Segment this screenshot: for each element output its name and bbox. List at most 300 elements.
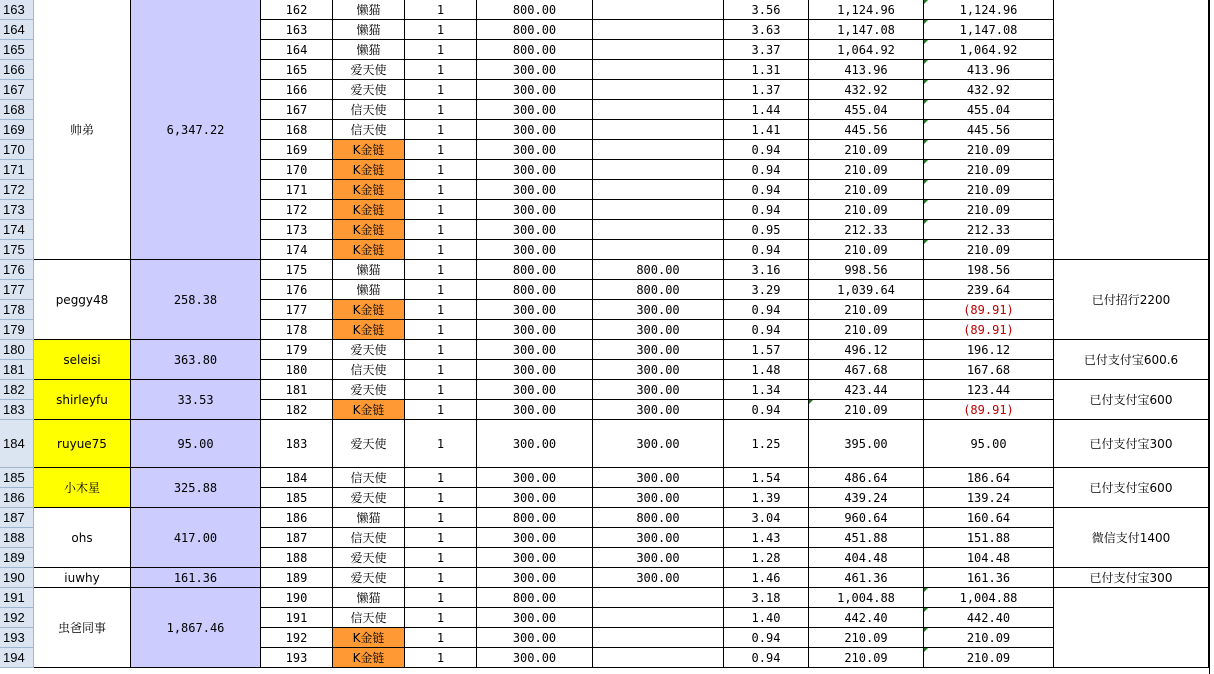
customer-total-cell[interactable]: 95.00 bbox=[131, 420, 261, 468]
price-cell[interactable]: 800.00 bbox=[477, 260, 593, 280]
row-header[interactable]: 169 bbox=[0, 120, 34, 140]
item-name-cell[interactable]: K金链 bbox=[333, 220, 405, 240]
balance-cell[interactable]: 139.24 bbox=[924, 488, 1054, 508]
rate-cell[interactable]: 1.43 bbox=[724, 528, 809, 548]
price-cell[interactable]: 300.00 bbox=[477, 488, 593, 508]
balance-cell[interactable]: 160.64 bbox=[924, 508, 1054, 528]
price-cell[interactable]: 800.00 bbox=[477, 0, 593, 20]
price-cell[interactable]: 300.00 bbox=[477, 160, 593, 180]
cost-cell[interactable]: 210.09 bbox=[809, 628, 924, 648]
rate-cell[interactable]: 0.94 bbox=[724, 240, 809, 260]
item-name-cell[interactable]: 信天使 bbox=[333, 468, 405, 488]
price-cell[interactable]: 300.00 bbox=[477, 60, 593, 80]
payment-note-cell[interactable] bbox=[1054, 588, 1209, 668]
item-name-cell[interactable]: K金链 bbox=[333, 240, 405, 260]
rate-cell[interactable]: 0.94 bbox=[724, 320, 809, 340]
balance-cell[interactable]: 210.09 bbox=[924, 160, 1054, 180]
quantity-cell[interactable]: 1 bbox=[405, 648, 477, 668]
item-number-cell[interactable]: 183 bbox=[261, 420, 333, 468]
balance-cell[interactable]: 455.04 bbox=[924, 100, 1054, 120]
rate-cell[interactable]: 0.94 bbox=[724, 628, 809, 648]
item-number-cell[interactable]: 166 bbox=[261, 80, 333, 100]
balance-cell[interactable]: 1,124.96 bbox=[924, 0, 1054, 20]
paid-amount-cell[interactable]: 300.00 bbox=[593, 488, 724, 508]
rate-cell[interactable]: 3.63 bbox=[724, 20, 809, 40]
rate-cell[interactable]: 3.37 bbox=[724, 40, 809, 60]
item-number-cell[interactable]: 168 bbox=[261, 120, 333, 140]
item-name-cell[interactable]: 爱天使 bbox=[333, 340, 405, 360]
row-header[interactable]: 164 bbox=[0, 20, 34, 40]
row-header[interactable]: 178 bbox=[0, 300, 34, 320]
cost-cell[interactable]: 439.24 bbox=[809, 488, 924, 508]
payment-note-cell[interactable]: 已付支付宝300 bbox=[1054, 568, 1209, 588]
cost-cell[interactable]: 210.09 bbox=[809, 320, 924, 340]
item-number-cell[interactable]: 192 bbox=[261, 628, 333, 648]
balance-cell[interactable]: 104.48 bbox=[924, 548, 1054, 568]
balance-cell[interactable]: 413.96 bbox=[924, 60, 1054, 80]
paid-amount-cell[interactable]: 300.00 bbox=[593, 400, 724, 420]
customer-total-cell[interactable]: 325.88 bbox=[131, 468, 261, 508]
balance-cell[interactable]: 210.09 bbox=[924, 628, 1054, 648]
rate-cell[interactable]: 0.94 bbox=[724, 200, 809, 220]
item-name-cell[interactable]: 懒猫 bbox=[333, 588, 405, 608]
price-cell[interactable]: 800.00 bbox=[477, 20, 593, 40]
row-header[interactable]: 165 bbox=[0, 40, 34, 60]
rate-cell[interactable]: 1.48 bbox=[724, 360, 809, 380]
paid-amount-cell[interactable] bbox=[593, 20, 724, 40]
cost-cell[interactable]: 210.09 bbox=[809, 240, 924, 260]
item-name-cell[interactable]: K金链 bbox=[333, 400, 405, 420]
balance-cell[interactable]: (89.91) bbox=[924, 320, 1054, 340]
cost-cell[interactable]: 210.09 bbox=[809, 140, 924, 160]
balance-cell[interactable]: 210.09 bbox=[924, 240, 1054, 260]
item-name-cell[interactable]: K金链 bbox=[333, 180, 405, 200]
item-number-cell[interactable]: 190 bbox=[261, 588, 333, 608]
paid-amount-cell[interactable] bbox=[593, 0, 724, 20]
item-number-cell[interactable]: 182 bbox=[261, 400, 333, 420]
customer-name-cell[interactable]: 小木星 bbox=[34, 468, 131, 508]
cost-cell[interactable]: 210.09 bbox=[809, 180, 924, 200]
paid-amount-cell[interactable]: 300.00 bbox=[593, 380, 724, 400]
row-header[interactable]: 186 bbox=[0, 488, 34, 508]
balance-cell[interactable]: 161.36 bbox=[924, 568, 1054, 588]
cost-cell[interactable]: 467.68 bbox=[809, 360, 924, 380]
payment-note-cell[interactable]: 已付招行2200 bbox=[1054, 260, 1209, 340]
payment-note-cell[interactable]: 已付支付宝600 bbox=[1054, 468, 1209, 508]
item-name-cell[interactable]: 爱天使 bbox=[333, 60, 405, 80]
item-number-cell[interactable]: 165 bbox=[261, 60, 333, 80]
item-number-cell[interactable]: 175 bbox=[261, 260, 333, 280]
paid-amount-cell[interactable]: 300.00 bbox=[593, 528, 724, 548]
balance-cell[interactable]: 196.12 bbox=[924, 340, 1054, 360]
quantity-cell[interactable]: 1 bbox=[405, 400, 477, 420]
rate-cell[interactable]: 0.94 bbox=[724, 140, 809, 160]
customer-total-cell[interactable]: 417.00 bbox=[131, 508, 261, 568]
row-header[interactable]: 179 bbox=[0, 320, 34, 340]
item-number-cell[interactable]: 193 bbox=[261, 648, 333, 668]
balance-cell[interactable]: 95.00 bbox=[924, 420, 1054, 468]
rate-cell[interactable]: 1.39 bbox=[724, 488, 809, 508]
item-number-cell[interactable]: 163 bbox=[261, 20, 333, 40]
quantity-cell[interactable]: 1 bbox=[405, 0, 477, 20]
item-name-cell[interactable]: 爱天使 bbox=[333, 420, 405, 468]
paid-amount-cell[interactable] bbox=[593, 40, 724, 60]
row-header[interactable]: 187 bbox=[0, 508, 34, 528]
cost-cell[interactable]: 496.12 bbox=[809, 340, 924, 360]
balance-cell[interactable]: 1,064.92 bbox=[924, 40, 1054, 60]
cost-cell[interactable]: 210.09 bbox=[809, 648, 924, 668]
balance-cell[interactable]: 210.09 bbox=[924, 200, 1054, 220]
balance-cell[interactable]: 167.68 bbox=[924, 360, 1054, 380]
row-header[interactable]: 188 bbox=[0, 528, 34, 548]
quantity-cell[interactable]: 1 bbox=[405, 140, 477, 160]
rate-cell[interactable]: 1.37 bbox=[724, 80, 809, 100]
quantity-cell[interactable]: 1 bbox=[405, 220, 477, 240]
cost-cell[interactable]: 998.56 bbox=[809, 260, 924, 280]
cost-cell[interactable]: 960.64 bbox=[809, 508, 924, 528]
row-header[interactable]: 184 bbox=[0, 420, 34, 468]
cost-cell[interactable]: 445.56 bbox=[809, 120, 924, 140]
quantity-cell[interactable]: 1 bbox=[405, 528, 477, 548]
balance-cell[interactable]: 432.92 bbox=[924, 80, 1054, 100]
price-cell[interactable]: 300.00 bbox=[477, 240, 593, 260]
paid-amount-cell[interactable]: 300.00 bbox=[593, 420, 724, 468]
rate-cell[interactable]: 1.46 bbox=[724, 568, 809, 588]
cost-cell[interactable]: 1,064.92 bbox=[809, 40, 924, 60]
item-name-cell[interactable]: K金链 bbox=[333, 140, 405, 160]
price-cell[interactable]: 300.00 bbox=[477, 340, 593, 360]
row-header[interactable]: 174 bbox=[0, 220, 34, 240]
item-name-cell[interactable]: 爱天使 bbox=[333, 488, 405, 508]
balance-cell[interactable]: 1,004.88 bbox=[924, 588, 1054, 608]
cost-cell[interactable]: 1,039.64 bbox=[809, 280, 924, 300]
paid-amount-cell[interactable]: 300.00 bbox=[593, 548, 724, 568]
cost-cell[interactable]: 486.64 bbox=[809, 468, 924, 488]
rate-cell[interactable]: 3.29 bbox=[724, 280, 809, 300]
price-cell[interactable]: 800.00 bbox=[477, 588, 593, 608]
price-cell[interactable]: 300.00 bbox=[477, 420, 593, 468]
quantity-cell[interactable]: 1 bbox=[405, 60, 477, 80]
customer-total-cell[interactable]: 363.80 bbox=[131, 340, 261, 380]
payment-note-cell[interactable]: 已付支付宝600.6 bbox=[1054, 340, 1209, 380]
cost-cell[interactable]: 1,147.08 bbox=[809, 20, 924, 40]
quantity-cell[interactable]: 1 bbox=[405, 320, 477, 340]
quantity-cell[interactable]: 1 bbox=[405, 300, 477, 320]
price-cell[interactable]: 300.00 bbox=[477, 628, 593, 648]
row-header[interactable]: 182 bbox=[0, 380, 34, 400]
balance-cell[interactable]: 442.40 bbox=[924, 608, 1054, 628]
item-name-cell[interactable]: K金链 bbox=[333, 160, 405, 180]
item-number-cell[interactable]: 189 bbox=[261, 568, 333, 588]
paid-amount-cell[interactable] bbox=[593, 200, 724, 220]
cost-cell[interactable]: 210.09 bbox=[809, 400, 924, 420]
price-cell[interactable]: 300.00 bbox=[477, 608, 593, 628]
item-number-cell[interactable]: 177 bbox=[261, 300, 333, 320]
rate-cell[interactable]: 0.94 bbox=[724, 400, 809, 420]
balance-cell[interactable]: 210.09 bbox=[924, 180, 1054, 200]
quantity-cell[interactable]: 1 bbox=[405, 180, 477, 200]
cost-cell[interactable]: 423.44 bbox=[809, 380, 924, 400]
item-number-cell[interactable]: 185 bbox=[261, 488, 333, 508]
item-number-cell[interactable]: 184 bbox=[261, 468, 333, 488]
cost-cell[interactable]: 395.00 bbox=[809, 420, 924, 468]
paid-amount-cell[interactable]: 800.00 bbox=[593, 260, 724, 280]
row-header[interactable]: 194 bbox=[0, 648, 34, 668]
quantity-cell[interactable]: 1 bbox=[405, 380, 477, 400]
paid-amount-cell[interactable]: 300.00 bbox=[593, 568, 724, 588]
item-name-cell[interactable]: 爱天使 bbox=[333, 380, 405, 400]
item-name-cell[interactable]: 信天使 bbox=[333, 528, 405, 548]
item-number-cell[interactable]: 170 bbox=[261, 160, 333, 180]
item-name-cell[interactable]: K金链 bbox=[333, 200, 405, 220]
price-cell[interactable]: 300.00 bbox=[477, 468, 593, 488]
paid-amount-cell[interactable]: 800.00 bbox=[593, 280, 724, 300]
quantity-cell[interactable]: 1 bbox=[405, 608, 477, 628]
price-cell[interactable]: 300.00 bbox=[477, 380, 593, 400]
cost-cell[interactable]: 442.40 bbox=[809, 608, 924, 628]
item-name-cell[interactable]: 懒猫 bbox=[333, 40, 405, 60]
cost-cell[interactable]: 210.09 bbox=[809, 300, 924, 320]
rate-cell[interactable]: 1.57 bbox=[724, 340, 809, 360]
quantity-cell[interactable]: 1 bbox=[405, 468, 477, 488]
customer-name-cell[interactable]: ruyue75 bbox=[34, 420, 131, 468]
paid-amount-cell[interactable] bbox=[593, 140, 724, 160]
paid-amount-cell[interactable] bbox=[593, 240, 724, 260]
payment-note-cell[interactable] bbox=[1054, 0, 1209, 260]
customer-name-cell[interactable]: 帅弟 bbox=[34, 0, 131, 260]
rate-cell[interactable]: 0.94 bbox=[724, 180, 809, 200]
balance-cell[interactable]: 445.56 bbox=[924, 120, 1054, 140]
item-number-cell[interactable]: 167 bbox=[261, 100, 333, 120]
price-cell[interactable]: 300.00 bbox=[477, 528, 593, 548]
item-name-cell[interactable]: K金链 bbox=[333, 320, 405, 340]
rate-cell[interactable]: 1.41 bbox=[724, 120, 809, 140]
rate-cell[interactable]: 1.28 bbox=[724, 548, 809, 568]
paid-amount-cell[interactable] bbox=[593, 180, 724, 200]
rate-cell[interactable]: 1.54 bbox=[724, 468, 809, 488]
row-header[interactable]: 181 bbox=[0, 360, 34, 380]
item-name-cell[interactable]: K金链 bbox=[333, 648, 405, 668]
quantity-cell[interactable]: 1 bbox=[405, 80, 477, 100]
quantity-cell[interactable]: 1 bbox=[405, 360, 477, 380]
customer-name-cell[interactable]: iuwhy bbox=[34, 568, 131, 588]
balance-cell[interactable]: 1,147.08 bbox=[924, 20, 1054, 40]
quantity-cell[interactable]: 1 bbox=[405, 488, 477, 508]
price-cell[interactable]: 300.00 bbox=[477, 100, 593, 120]
quantity-cell[interactable]: 1 bbox=[405, 120, 477, 140]
item-number-cell[interactable]: 162 bbox=[261, 0, 333, 20]
price-cell[interactable]: 300.00 bbox=[477, 400, 593, 420]
quantity-cell[interactable]: 1 bbox=[405, 160, 477, 180]
rate-cell[interactable]: 1.40 bbox=[724, 608, 809, 628]
paid-amount-cell[interactable] bbox=[593, 588, 724, 608]
row-header[interactable]: 180 bbox=[0, 340, 34, 360]
item-number-cell[interactable]: 179 bbox=[261, 340, 333, 360]
paid-amount-cell[interactable]: 300.00 bbox=[593, 300, 724, 320]
price-cell[interactable]: 800.00 bbox=[477, 280, 593, 300]
rate-cell[interactable]: 3.56 bbox=[724, 0, 809, 20]
rate-cell[interactable]: 0.94 bbox=[724, 648, 809, 668]
paid-amount-cell[interactable] bbox=[593, 160, 724, 180]
quantity-cell[interactable]: 1 bbox=[405, 588, 477, 608]
price-cell[interactable]: 800.00 bbox=[477, 508, 593, 528]
row-header[interactable]: 192 bbox=[0, 608, 34, 628]
item-number-cell[interactable]: 186 bbox=[261, 508, 333, 528]
paid-amount-cell[interactable] bbox=[593, 220, 724, 240]
item-name-cell[interactable]: 爱天使 bbox=[333, 80, 405, 100]
customer-total-cell[interactable]: 6,347.22 bbox=[131, 0, 261, 260]
paid-amount-cell[interactable] bbox=[593, 80, 724, 100]
row-header[interactable]: 163 bbox=[0, 0, 34, 20]
cost-cell[interactable]: 455.04 bbox=[809, 100, 924, 120]
customer-name-cell[interactable]: seleisi bbox=[34, 340, 131, 380]
price-cell[interactable]: 300.00 bbox=[477, 300, 593, 320]
customer-total-cell[interactable]: 161.36 bbox=[131, 568, 261, 588]
row-header[interactable]: 191 bbox=[0, 588, 34, 608]
cost-cell[interactable]: 1,124.96 bbox=[809, 0, 924, 20]
cost-cell[interactable]: 432.92 bbox=[809, 80, 924, 100]
paid-amount-cell[interactable] bbox=[593, 628, 724, 648]
item-number-cell[interactable]: 173 bbox=[261, 220, 333, 240]
rate-cell[interactable]: 3.16 bbox=[724, 260, 809, 280]
price-cell[interactable]: 800.00 bbox=[477, 40, 593, 60]
balance-cell[interactable]: 210.09 bbox=[924, 648, 1054, 668]
price-cell[interactable]: 300.00 bbox=[477, 360, 593, 380]
quantity-cell[interactable]: 1 bbox=[405, 420, 477, 468]
item-name-cell[interactable]: 懒猫 bbox=[333, 20, 405, 40]
rate-cell[interactable]: 1.34 bbox=[724, 380, 809, 400]
item-number-cell[interactable]: 178 bbox=[261, 320, 333, 340]
item-name-cell[interactable]: 信天使 bbox=[333, 120, 405, 140]
item-name-cell[interactable]: 信天使 bbox=[333, 360, 405, 380]
row-header[interactable]: 176 bbox=[0, 260, 34, 280]
item-number-cell[interactable]: 191 bbox=[261, 608, 333, 628]
item-number-cell[interactable]: 164 bbox=[261, 40, 333, 60]
payment-note-cell[interactable]: 已付支付宝600 bbox=[1054, 380, 1209, 420]
row-header[interactable]: 189 bbox=[0, 548, 34, 568]
price-cell[interactable]: 300.00 bbox=[477, 200, 593, 220]
paid-amount-cell[interactable] bbox=[593, 608, 724, 628]
row-header[interactable]: 175 bbox=[0, 240, 34, 260]
item-number-cell[interactable]: 176 bbox=[261, 280, 333, 300]
row-header[interactable]: 185 bbox=[0, 468, 34, 488]
paid-amount-cell[interactable]: 800.00 bbox=[593, 508, 724, 528]
paid-amount-cell[interactable] bbox=[593, 60, 724, 80]
quantity-cell[interactable]: 1 bbox=[405, 40, 477, 60]
item-number-cell[interactable]: 169 bbox=[261, 140, 333, 160]
balance-cell[interactable]: 212.33 bbox=[924, 220, 1054, 240]
balance-cell[interactable]: 151.88 bbox=[924, 528, 1054, 548]
customer-name-cell[interactable]: ohs bbox=[34, 508, 131, 568]
price-cell[interactable]: 300.00 bbox=[477, 180, 593, 200]
customer-total-cell[interactable]: 1,867.46 bbox=[131, 588, 261, 668]
item-name-cell[interactable]: 爱天使 bbox=[333, 548, 405, 568]
rate-cell[interactable]: 1.25 bbox=[724, 420, 809, 468]
item-number-cell[interactable]: 181 bbox=[261, 380, 333, 400]
quantity-cell[interactable]: 1 bbox=[405, 240, 477, 260]
quantity-cell[interactable]: 1 bbox=[405, 20, 477, 40]
price-cell[interactable]: 300.00 bbox=[477, 320, 593, 340]
rate-cell[interactable]: 3.04 bbox=[724, 508, 809, 528]
price-cell[interactable]: 300.00 bbox=[477, 548, 593, 568]
row-header[interactable]: 168 bbox=[0, 100, 34, 120]
price-cell[interactable]: 300.00 bbox=[477, 568, 593, 588]
item-number-cell[interactable]: 188 bbox=[261, 548, 333, 568]
cost-cell[interactable]: 451.88 bbox=[809, 528, 924, 548]
quantity-cell[interactable]: 1 bbox=[405, 100, 477, 120]
item-name-cell[interactable]: K金链 bbox=[333, 628, 405, 648]
item-name-cell[interactable]: 信天使 bbox=[333, 100, 405, 120]
row-header[interactable]: 173 bbox=[0, 200, 34, 220]
row-header[interactable]: 177 bbox=[0, 280, 34, 300]
balance-cell[interactable]: 186.64 bbox=[924, 468, 1054, 488]
paid-amount-cell[interactable]: 300.00 bbox=[593, 340, 724, 360]
price-cell[interactable]: 300.00 bbox=[477, 120, 593, 140]
paid-amount-cell[interactable]: 300.00 bbox=[593, 468, 724, 488]
paid-amount-cell[interactable]: 300.00 bbox=[593, 360, 724, 380]
cost-cell[interactable]: 1,004.88 bbox=[809, 588, 924, 608]
rate-cell[interactable]: 0.94 bbox=[724, 300, 809, 320]
row-header[interactable]: 172 bbox=[0, 180, 34, 200]
row-header[interactable]: 171 bbox=[0, 160, 34, 180]
rate-cell[interactable]: 0.95 bbox=[724, 220, 809, 240]
quantity-cell[interactable]: 1 bbox=[405, 260, 477, 280]
quantity-cell[interactable]: 1 bbox=[405, 548, 477, 568]
balance-cell[interactable]: 210.09 bbox=[924, 140, 1054, 160]
cost-cell[interactable]: 461.36 bbox=[809, 568, 924, 588]
cost-cell[interactable]: 210.09 bbox=[809, 200, 924, 220]
price-cell[interactable]: 300.00 bbox=[477, 220, 593, 240]
customer-name-cell[interactable]: 虫爸同事 bbox=[34, 588, 131, 668]
item-name-cell[interactable]: 懒猫 bbox=[333, 280, 405, 300]
cost-cell[interactable]: 212.33 bbox=[809, 220, 924, 240]
balance-cell[interactable]: (89.91) bbox=[924, 400, 1054, 420]
row-header[interactable]: 167 bbox=[0, 80, 34, 100]
payment-note-cell[interactable]: 微信支付1400 bbox=[1054, 508, 1209, 568]
item-number-cell[interactable]: 172 bbox=[261, 200, 333, 220]
balance-cell[interactable]: 198.56 bbox=[924, 260, 1054, 280]
rate-cell[interactable]: 1.31 bbox=[724, 60, 809, 80]
row-header[interactable]: 170 bbox=[0, 140, 34, 160]
cost-cell[interactable]: 413.96 bbox=[809, 60, 924, 80]
item-number-cell[interactable]: 187 bbox=[261, 528, 333, 548]
row-header[interactable]: 190 bbox=[0, 568, 34, 588]
balance-cell[interactable]: (89.91) bbox=[924, 300, 1054, 320]
rate-cell[interactable]: 0.94 bbox=[724, 160, 809, 180]
paid-amount-cell[interactable] bbox=[593, 120, 724, 140]
item-name-cell[interactable]: 信天使 bbox=[333, 608, 405, 628]
item-name-cell[interactable]: K金链 bbox=[333, 300, 405, 320]
balance-cell[interactable]: 239.64 bbox=[924, 280, 1054, 300]
rate-cell[interactable]: 1.44 bbox=[724, 100, 809, 120]
customer-total-cell[interactable]: 258.38 bbox=[131, 260, 261, 340]
paid-amount-cell[interactable] bbox=[593, 648, 724, 668]
customer-name-cell[interactable]: shirleyfu bbox=[34, 380, 131, 420]
price-cell[interactable]: 300.00 bbox=[477, 648, 593, 668]
balance-cell[interactable]: 123.44 bbox=[924, 380, 1054, 400]
customer-total-cell[interactable]: 33.53 bbox=[131, 380, 261, 420]
price-cell[interactable]: 300.00 bbox=[477, 80, 593, 100]
row-header[interactable]: 183 bbox=[0, 400, 34, 420]
quantity-cell[interactable]: 1 bbox=[405, 280, 477, 300]
cost-cell[interactable]: 210.09 bbox=[809, 160, 924, 180]
quantity-cell[interactable]: 1 bbox=[405, 568, 477, 588]
quantity-cell[interactable]: 1 bbox=[405, 200, 477, 220]
payment-note-cell[interactable]: 已付支付宝300 bbox=[1054, 420, 1209, 468]
item-name-cell[interactable]: 爱天使 bbox=[333, 568, 405, 588]
customer-name-cell[interactable]: peggy48 bbox=[34, 260, 131, 340]
rate-cell[interactable]: 3.18 bbox=[724, 588, 809, 608]
